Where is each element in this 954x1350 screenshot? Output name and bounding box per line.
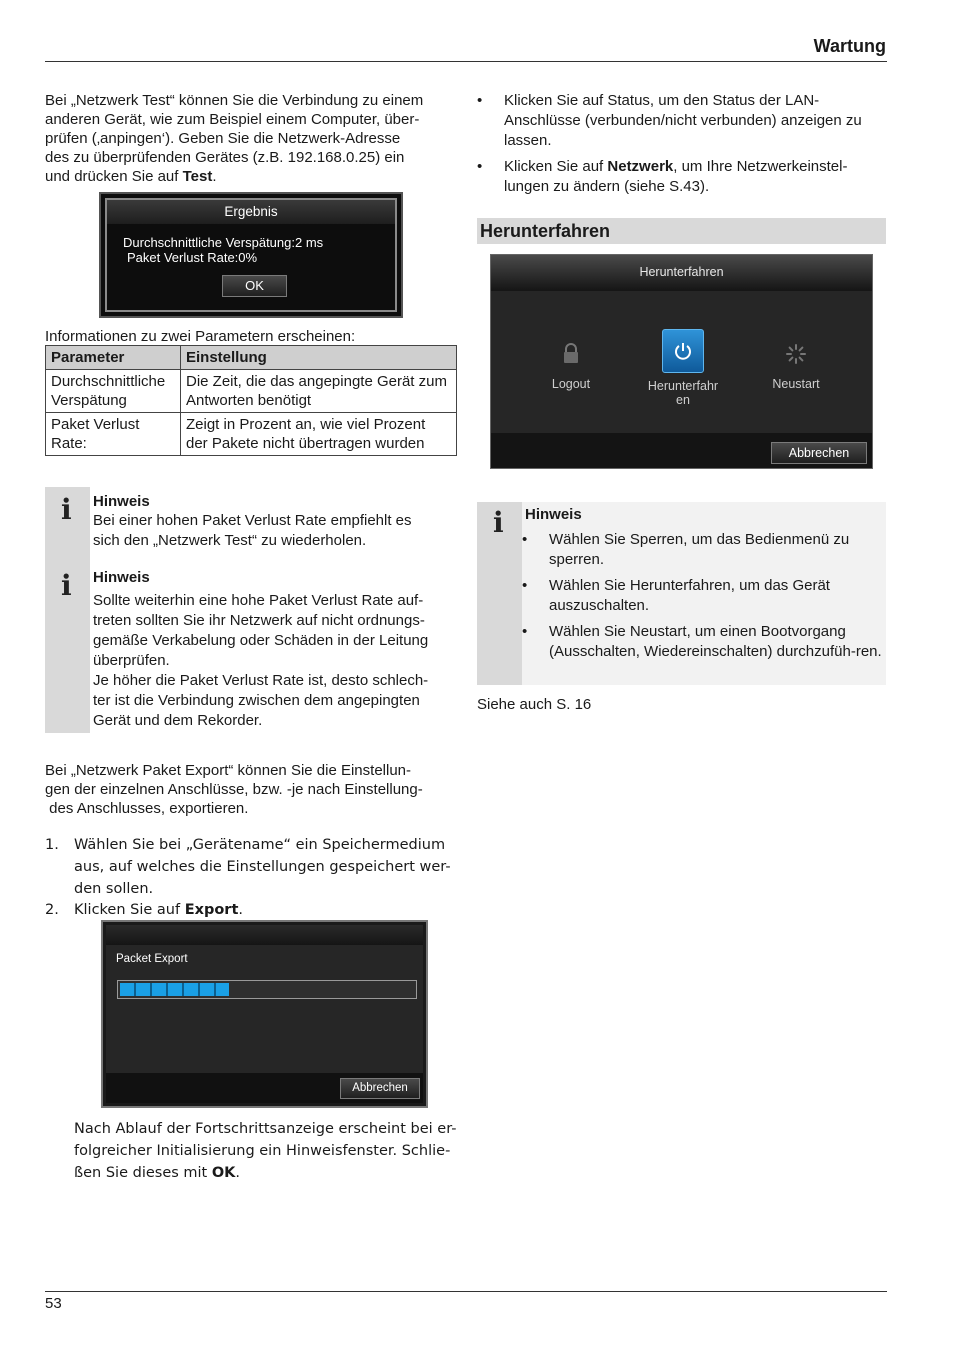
note-shutdown	[525, 505, 883, 668]
shutdown-dialog	[490, 254, 873, 469]
table-row	[46, 413, 457, 456]
parameter-table	[45, 345, 457, 456]
shutdown-label: Herunterfahr en	[647, 379, 719, 407]
table-header-parameter: Parameter	[46, 346, 181, 370]
result-dialog-title: Ergebnis	[107, 200, 395, 224]
section-title: Herunterfahren	[480, 221, 611, 241]
progress-fill	[120, 983, 229, 996]
info-icon: i	[493, 506, 504, 539]
shutdown-option[interactable]	[641, 329, 725, 409]
header-rule	[45, 61, 887, 62]
after-line: folgreicher Initialisierung ein Hinweisfenster. Schlie-	[74, 1143, 451, 1159]
restart-option[interactable]	[761, 343, 831, 403]
cancel-button[interactable]: Abbrechen	[771, 442, 867, 464]
page-number: 53	[45, 1295, 62, 1312]
cancel-button[interactable]: Abbrechen	[340, 1078, 420, 1099]
shutdown-dialog-title: Herunterfahren	[639, 265, 724, 279]
footer-rule	[45, 1291, 887, 1292]
note-item: • Wählen Sie Neustart, um einen Bootvorgang (Ausschalten, Wiedereinschalten) durchzufüh-ren.	[522, 622, 883, 662]
after-line: Nach Ablauf der Fortschrittsanzeige erscheint bei er-	[74, 1121, 457, 1137]
page-header-title: Wartung	[813, 36, 886, 56]
lock-icon	[561, 343, 581, 365]
step-number: 2.	[45, 902, 59, 918]
note-hint-2	[93, 568, 463, 731]
table-cell: Die Zeit, die das angepingte Gerät zum Antworten benötigt	[181, 370, 457, 413]
intro-line: und drücken Sie auf Test.	[45, 168, 217, 185]
network-test-intro	[45, 91, 460, 186]
table-header-setting: Einstellung	[181, 346, 457, 370]
step-line: den sollen.	[74, 881, 154, 897]
note-line: ter ist die Verbindung zwischen dem angepingten	[93, 692, 420, 709]
step-2	[45, 899, 465, 921]
see-also: Siehe auch S. 16	[477, 696, 592, 713]
note-title: Hinweis	[93, 493, 150, 510]
table-cell: Paket Verlust Rate:	[46, 413, 181, 456]
note-line: überprüfen.	[93, 652, 170, 669]
logout-label: Logout	[551, 377, 591, 391]
note-line: gemäße Verkabelung oder Schäden in der Leitung	[93, 632, 429, 649]
note-line: Gerät und dem Rekorder.	[93, 712, 263, 729]
table-cell: Durchschnittliche Verspätung	[46, 370, 181, 413]
restart-label: Neustart	[772, 377, 820, 391]
bullet-item: • Klicken Sie auf Netzwerk, um Ihre Netzwerkeinstel-lungen zu ändern (siehe S.43).	[477, 157, 887, 197]
intro-line: anderen Gerät, wie zum Beispiel einem Computer, über-	[45, 111, 420, 128]
power-icon	[673, 341, 693, 361]
note-title: Hinweis	[525, 506, 582, 523]
note-title: Hinweis	[93, 569, 150, 586]
power-button	[662, 329, 704, 373]
intro-line: des zu überprüfenden Gerätes (z.B. 192.168.0.25) ein	[45, 149, 405, 166]
note-line: Bei einer hohen Paket Verlust Rate empfiehlt es	[93, 512, 412, 529]
ok-button[interactable]: OK	[222, 275, 287, 297]
after-line: ßen Sie dieses mit OK.	[74, 1165, 241, 1181]
after-export-text	[74, 1118, 464, 1184]
result-line-loss: Paket Verlust Rate:0%	[127, 250, 258, 265]
intro-line: Bei „Netzwerk Test“ können Sie die Verbindung zu einem	[45, 92, 424, 109]
logout-option[interactable]	[541, 343, 601, 403]
table-row	[46, 370, 457, 413]
result-dialog	[99, 192, 403, 318]
progress-bar	[117, 980, 417, 999]
export-intro	[45, 761, 460, 818]
info-icon: i	[61, 569, 72, 602]
export-intro-line: Bei „Netzwerk Paket Export“ können Sie die Einstellun-	[45, 762, 412, 779]
step-number: 1.	[45, 837, 59, 853]
packet-export-dialog	[101, 920, 428, 1108]
step-line: Wählen Sie bei „Gerätename“ ein Speichermedium	[74, 837, 446, 853]
spinner-icon	[785, 343, 807, 365]
bullet-item: • Klicken Sie auf Status, um den Status der LAN-Anschlüsse (verbunden/nicht verbunden) anzeigen zu lassen.	[477, 91, 887, 151]
info-icon: i	[61, 493, 72, 526]
note-hint-1	[93, 492, 463, 551]
table-cell: Zeigt in Prozent an, wie viel Prozent der Pakete nicht übertragen wurden	[181, 413, 457, 456]
result-line-delay: Durchschnittliche Verspätung:2 ms	[123, 235, 324, 250]
note-line: Sollte weiterhin eine hohe Paket Verlust Rate auf-	[93, 592, 424, 609]
export-intro-line: des Anschlusses, exportieren.	[45, 800, 249, 817]
intro-line: prüfen (‚anpingen‘). Geben Sie die Netzwerk-Adresse	[45, 130, 401, 147]
packet-export-title: Packet Export	[116, 953, 188, 965]
table-caption: Informationen zu zwei Parametern erscheinen:	[45, 328, 356, 345]
step-line: Klicken Sie auf Export.	[74, 902, 243, 918]
network-bullets	[477, 91, 887, 203]
step-line: aus, auf welches die Einstellungen gespeichert wer-	[74, 859, 451, 875]
export-intro-line: gen der einzelnen Anschlüsse, bzw. -je nach Einstellung-	[45, 781, 423, 798]
step-1	[45, 834, 465, 900]
note-line: treten sollten Sie ihr Netzwerk auf nicht ordnungs-	[93, 612, 425, 629]
note-line: sich den „Netzwerk Test“ zu wiederholen.	[93, 532, 367, 549]
note-item: • Wählen Sie Sperren, um das Bedienmenü zu sperren.	[522, 530, 883, 570]
note-item: • Wählen Sie Herunterfahren, um das Gerät auszuschalten.	[522, 576, 883, 616]
note-line: Je höher die Paket Verlust Rate ist, desto schlech-	[93, 672, 429, 689]
